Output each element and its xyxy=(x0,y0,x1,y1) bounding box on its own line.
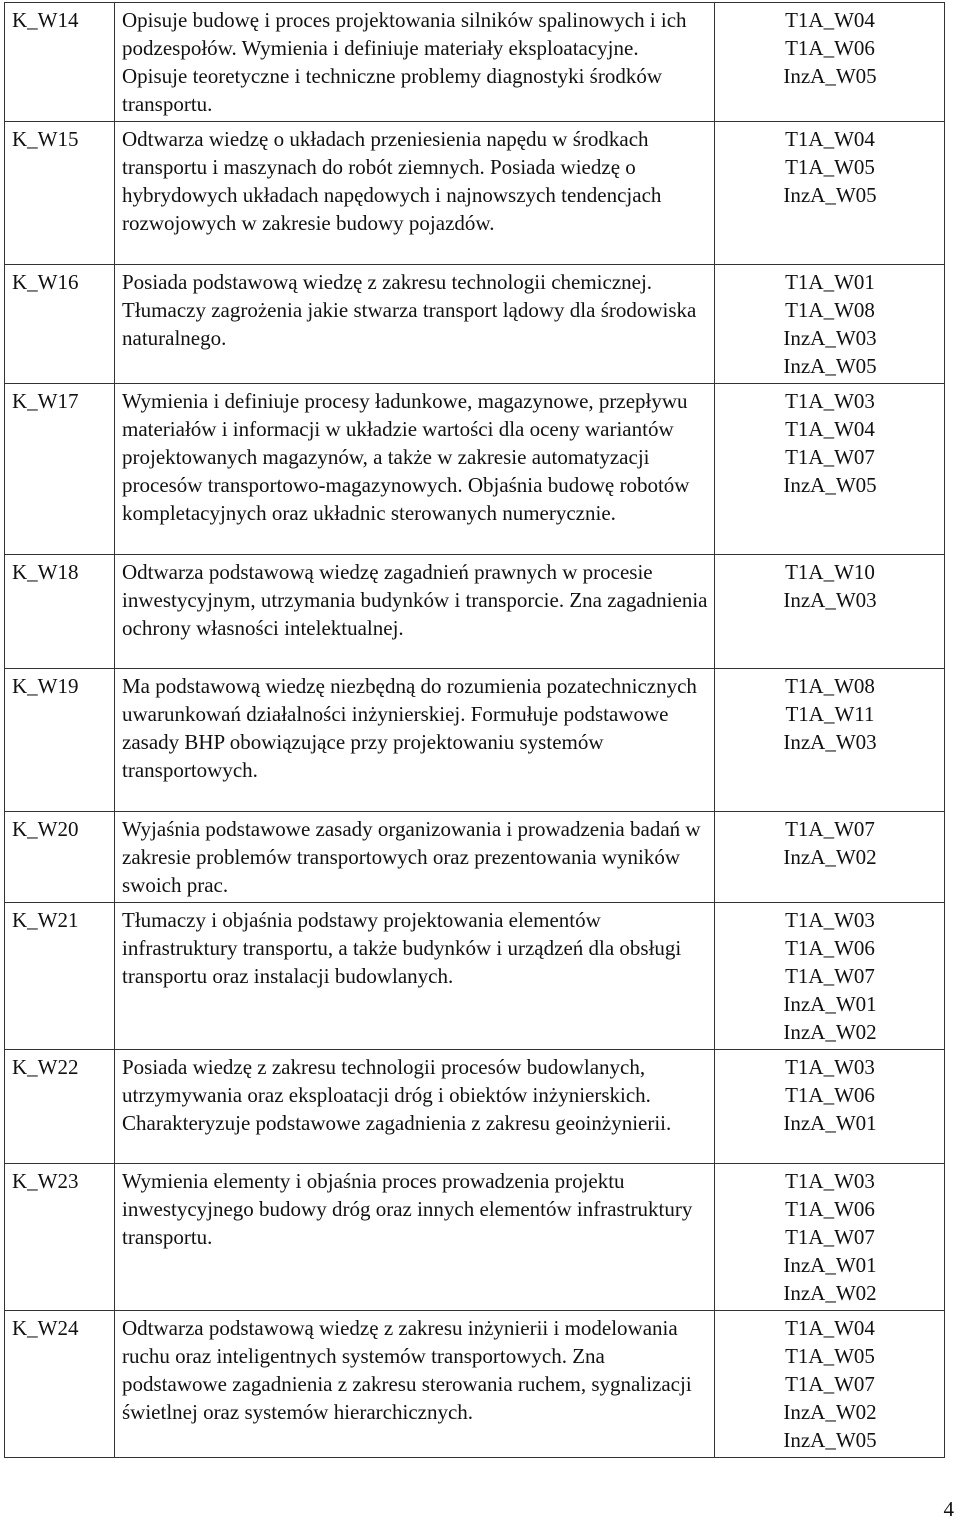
table-row xyxy=(5,3,945,122)
reference-code: T1A_W07 xyxy=(785,817,875,841)
reference-code: T1A_W04 xyxy=(785,8,875,32)
reference-code: T1A_W04 xyxy=(785,127,875,151)
reference-code: T1A_W06 xyxy=(785,36,875,60)
outcome-code: K_W20 xyxy=(5,812,115,903)
outcome-references xyxy=(715,122,945,265)
reference-code: T1A_W03 xyxy=(785,908,875,932)
reference-code: T1A_W03 xyxy=(785,1169,875,1193)
outcome-code: K_W15 xyxy=(5,122,115,265)
outcome-description: Wymienia elementy i objaśnia proces prowadzenia projektu inwestycyjnego budowy dróg oraz innych elementów infrastruktury transportu. xyxy=(115,1164,715,1311)
outcome-references xyxy=(715,903,945,1050)
reference-code: T1A_W06 xyxy=(785,1197,875,1221)
outcome-code: K_W23 xyxy=(5,1164,115,1311)
outcome-references xyxy=(715,812,945,903)
reference-code: InzA_W03 xyxy=(783,730,877,754)
reference-code: T1A_W06 xyxy=(785,936,875,960)
reference-code: InzA_W01 xyxy=(783,1253,877,1277)
reference-code: T1A_W06 xyxy=(785,1083,875,1107)
outcome-code: K_W18 xyxy=(5,555,115,669)
reference-code: InzA_W05 xyxy=(783,354,877,378)
reference-code: T1A_W07 xyxy=(785,1372,875,1396)
reference-code: InzA_W02 xyxy=(783,845,877,869)
outcome-code: K_W19 xyxy=(5,669,115,812)
reference-code: T1A_W04 xyxy=(785,1316,875,1340)
reference-code: T1A_W03 xyxy=(785,1055,875,1079)
outcome-description: Wymienia i definiuje procesy ładunkowe, magazynowe, przepływu materiałów i informacji w układzie wartości dla oceny wariantów projektowanych magazynów, a także w zakresie automatyzacji procesów transportowo-magazynowych. Objaśnia budowę robotów kompletacyjnych oraz układnic sterowanych numerycznie. xyxy=(115,384,715,555)
outcome-references xyxy=(715,384,945,555)
reference-code: InzA_W05 xyxy=(783,64,877,88)
reference-code: InzA_W05 xyxy=(783,473,877,497)
reference-code: InzA_W02 xyxy=(783,1400,877,1424)
reference-code: InzA_W01 xyxy=(783,1111,877,1135)
table-row xyxy=(5,1164,945,1311)
outcome-description: Tłumaczy i objaśnia podstawy projektowania elementów infrastruktury transportu, a także budynków i urządzeń dla obsługi transportu oraz instalacji budowlanych. xyxy=(115,903,715,1050)
reference-code: InzA_W02 xyxy=(783,1020,877,1044)
reference-code: InzA_W01 xyxy=(783,992,877,1016)
table-row xyxy=(5,812,945,903)
outcome-code: K_W22 xyxy=(5,1050,115,1164)
outcome-description: Posiada wiedzę z zakresu technologii procesów budowlanych, utrzymywania oraz eksploatacji dróg i obiektów inżynierskich. Charakteryzuje podstawowe zagadnienia z zakresu geoinżynierii. xyxy=(115,1050,715,1164)
outcome-description: Wyjaśnia podstawowe zasady organizowania i prowadzenia badań w zakresie problemów transportowych oraz prezentowania wyników swoich prac. xyxy=(115,812,715,903)
outcome-code: K_W21 xyxy=(5,903,115,1050)
outcome-code: K_W16 xyxy=(5,265,115,384)
reference-code: InzA_W05 xyxy=(783,183,877,207)
outcome-description: Ma podstawową wiedzę niezbędną do rozumienia pozatechnicznych uwarunkowań działalności inżynierskiej. Formułuje podstawowe zasady BHP obowiązujące przy projektowaniu systemów transportowych. xyxy=(115,669,715,812)
table-row xyxy=(5,555,945,669)
reference-code: InzA_W03 xyxy=(783,588,877,612)
reference-code: T1A_W10 xyxy=(785,560,875,584)
table-body xyxy=(5,3,945,1458)
reference-code: InzA_W03 xyxy=(783,326,877,350)
outcome-description: Posiada podstawową wiedzę z zakresu technologii chemicznej. Tłumaczy zagrożenia jakie stwarza transport lądowy dla środowiska naturalnego. xyxy=(115,265,715,384)
reference-code: T1A_W04 xyxy=(785,417,875,441)
reference-code: T1A_W07 xyxy=(785,964,875,988)
table-row xyxy=(5,1311,945,1458)
reference-code: T1A_W07 xyxy=(785,445,875,469)
reference-code: T1A_W05 xyxy=(785,155,875,179)
table-row xyxy=(5,1050,945,1164)
reference-code: T1A_W03 xyxy=(785,389,875,413)
table-row xyxy=(5,122,945,265)
learning-outcomes-table xyxy=(4,2,945,1458)
reference-code: T1A_W11 xyxy=(785,702,875,726)
table-row xyxy=(5,265,945,384)
outcome-code: K_W24 xyxy=(5,1311,115,1458)
outcome-description: Odtwarza podstawową wiedzę zagadnień prawnych w procesie inwestycyjnym, utrzymania budynków i transporcie. Zna zagadnienia ochrony własności intelektualnej. xyxy=(115,555,715,669)
reference-code: T1A_W07 xyxy=(785,1225,875,1249)
outcome-code: K_W17 xyxy=(5,384,115,555)
reference-code: T1A_W01 xyxy=(785,270,875,294)
outcome-references xyxy=(715,1164,945,1311)
outcome-references xyxy=(715,1050,945,1164)
outcome-references xyxy=(715,1311,945,1458)
outcome-references xyxy=(715,3,945,122)
page-number: 4 xyxy=(943,1497,954,1521)
outcome-code: K_W14 xyxy=(5,3,115,122)
reference-code: T1A_W05 xyxy=(785,1344,875,1368)
reference-code: T1A_W08 xyxy=(785,674,875,698)
outcome-description: Odtwarza podstawową wiedzę z zakresu inżynierii i modelowania ruchu oraz inteligentnych systemów transportowych. Zna podstawowe zagadnienia z zakresu sterowania ruchem, sygnalizacji świetlnej oraz systemów hierarchicznych. xyxy=(115,1311,715,1458)
table-row xyxy=(5,669,945,812)
table-row xyxy=(5,384,945,555)
reference-code: InzA_W05 xyxy=(783,1428,877,1452)
outcome-references xyxy=(715,265,945,384)
outcome-description: Opisuje budowę i proces projektowania silników spalinowych i ich podzespołów. Wymienia i definiuje materiały eksploatacyjne. Opisuje teoretyczne i techniczne problemy diagnostyki środków transportu. xyxy=(115,3,715,122)
reference-code: T1A_W08 xyxy=(785,298,875,322)
outcome-description: Odtwarza wiedzę o układach przeniesienia napędu w środkach transportu i maszynach do robót ziemnych. Posiada wiedzę o hybrydowych układach napędowych i najnowszych tendencjach rozwojowych w zakresie budowy pojazdów. xyxy=(115,122,715,265)
table-row xyxy=(5,903,945,1050)
reference-code: InzA_W02 xyxy=(783,1281,877,1305)
outcome-references xyxy=(715,669,945,812)
outcome-references xyxy=(715,555,945,669)
